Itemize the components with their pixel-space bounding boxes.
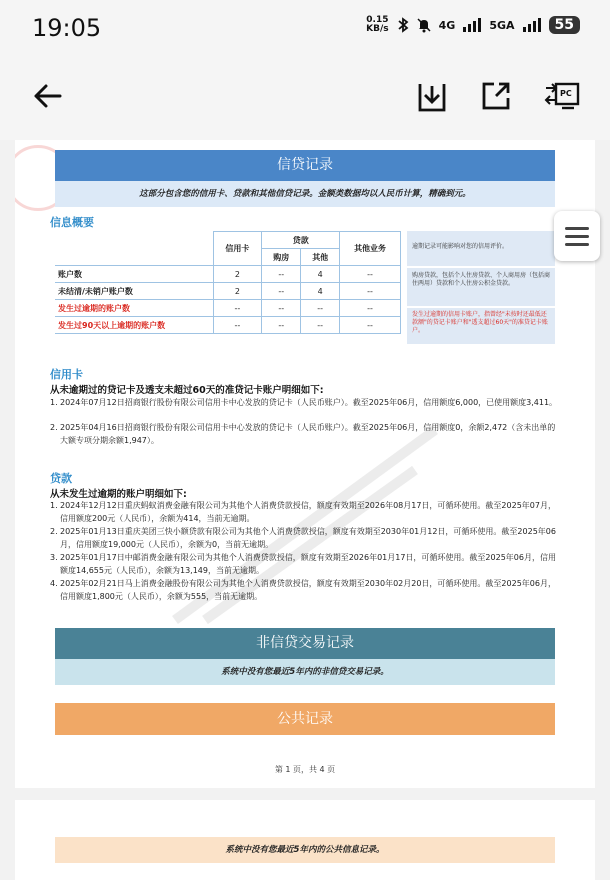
non-credit-title: 非信贷交易记录 — [256, 635, 354, 651]
non-credit-banner — [55, 628, 555, 659]
page-footer: 第 1 页，共 4 页 — [274, 765, 336, 774]
share-icon[interactable] — [478, 78, 514, 114]
list-item: 4. 2025年02月21日马上消费金融股份有限公司为其他个人消费贷款授信，额度有效期至2030年02月20日，可循环使用。截至2025年06月，信用额度1,800元（人民币），余额为555，当前无逾期。 — [50, 579, 556, 601]
bell-off-icon — [417, 17, 431, 33]
list-item: 2. 2025年04月16日招商银行股份有限公司信用卡中心发放的贷记卡（人民币账户）。截至2025年06月，信用额度0，余额2,472（含未出单的大额专项分期余额1,947）。 — [50, 423, 556, 445]
battery-indicator: 55 — [549, 16, 580, 34]
signal-5ga-label: 5GA — [489, 18, 515, 32]
credit-record-banner — [55, 150, 555, 181]
note-overdue-impact: 逾期记录可能影响对您的信用评价。 — [407, 231, 555, 266]
back-arrow-icon[interactable] — [30, 78, 66, 114]
list-item: 2. 2025年01月13日重庆美团三快小额贷款有限公司为其他个人消费贷款授信，额度有效期至2030年01月12日，可循环使用。截至2025年06月，信用额度19,000元（人民币），余额为0，当前无逾期。 — [50, 527, 556, 549]
pc-label: PC — [560, 89, 572, 98]
status-bar — [0, 0, 610, 58]
note-housing-loan: 购房贷款，包括个人住房贷款、个人商用房（包括商住两用）贷款和个人住房公积金贷款。 — [407, 268, 555, 306]
credit-record-subtitle: 这部分包含您的信用卡、贷款和其他信贷记录。金额类数据均以人民币计算，精确到元。 — [55, 181, 555, 207]
table-row: 发生过逾期的账户数 -- -- -- -- — [55, 300, 401, 317]
status-icons — [366, 16, 580, 34]
signal-4g-label: 4G — [438, 18, 456, 32]
signal-bars-icon — [463, 18, 481, 32]
clock: 19:05 — [32, 14, 102, 42]
signal-bars-icon — [523, 18, 541, 32]
bluetooth-icon — [397, 17, 409, 33]
non-credit-subtitle: 系统中没有您最近5年内的非信贷交易记录。 — [55, 659, 555, 685]
note-overdue-card: 发生过逾期的信用卡账户，指曾经"未按时还最低还款额"的贷记卡账户和"透支超过60天"的准贷记卡账户。 — [407, 308, 555, 344]
table-row: 发生过90天以上逾期的账户数 -- -- -- -- — [55, 317, 401, 334]
col-credit-card: 信用卡 — [213, 232, 262, 266]
top-toolbar — [0, 58, 610, 140]
public-record-banner — [55, 703, 555, 735]
list-item: 3. 2025年01月17日中邮消费金融有限公司为其他个人消费贷款授信，额度有效期至2026年01月17日，可循环使用。截至2025年06月，信用额度14,655元（人民币），余额为13,149，当前无逾期。 — [50, 553, 556, 575]
credit-card-title: 信用卡 — [50, 368, 83, 381]
table-row: 未结清/未销户账户数 2 -- 4 -- — [55, 283, 401, 300]
pc-mode-icon[interactable] — [544, 78, 580, 114]
report-page-2 — [15, 800, 595, 880]
list-item: 1. 2024年07月12日招商银行股份有限公司信用卡中心发放的贷记卡（人民币账户）。截至2025年06月，信用额度6,000，已使用额度3,411。 — [50, 398, 558, 407]
credit-card-heading: 从未逾期过的贷记卡及透支未超过60天的准贷记卡账户明细如下: — [50, 385, 324, 396]
overview-table — [55, 231, 401, 334]
credit-record-title: 信贷记录 — [277, 157, 333, 173]
col-loan: 贷款 — [262, 232, 340, 249]
public-record-subtitle: 系统中没有您最近5年内的公共信息记录。 — [55, 837, 555, 863]
download-icon[interactable] — [414, 78, 450, 114]
col-housing: 购房 — [262, 249, 301, 266]
report-page-1 — [15, 140, 595, 788]
menu-icon[interactable] — [554, 211, 600, 261]
overview-title: 信息概要 — [50, 216, 94, 229]
loans-heading: 从未发生过逾期的账户明细如下: — [50, 489, 187, 500]
col-other: 其他 — [301, 249, 340, 266]
net-speed: 0.15 KB/s — [366, 15, 389, 34]
overview-notes — [407, 231, 555, 346]
col-other-business: 其他业务 — [340, 232, 401, 266]
table-row: 账户数 2 -- 4 -- — [55, 266, 401, 283]
public-record-title: 公共记录 — [277, 711, 333, 727]
list-item: 1. 2024年12月12日重庆蚂蚁消费金融有限公司为其他个人消费贷款授信，额度有效期至2026年08月17日，可循环使用。截至2025年07月，信用额度200元（人民币），余额为414，当前无逾期。 — [50, 501, 556, 523]
loans-title: 贷款 — [50, 472, 72, 485]
